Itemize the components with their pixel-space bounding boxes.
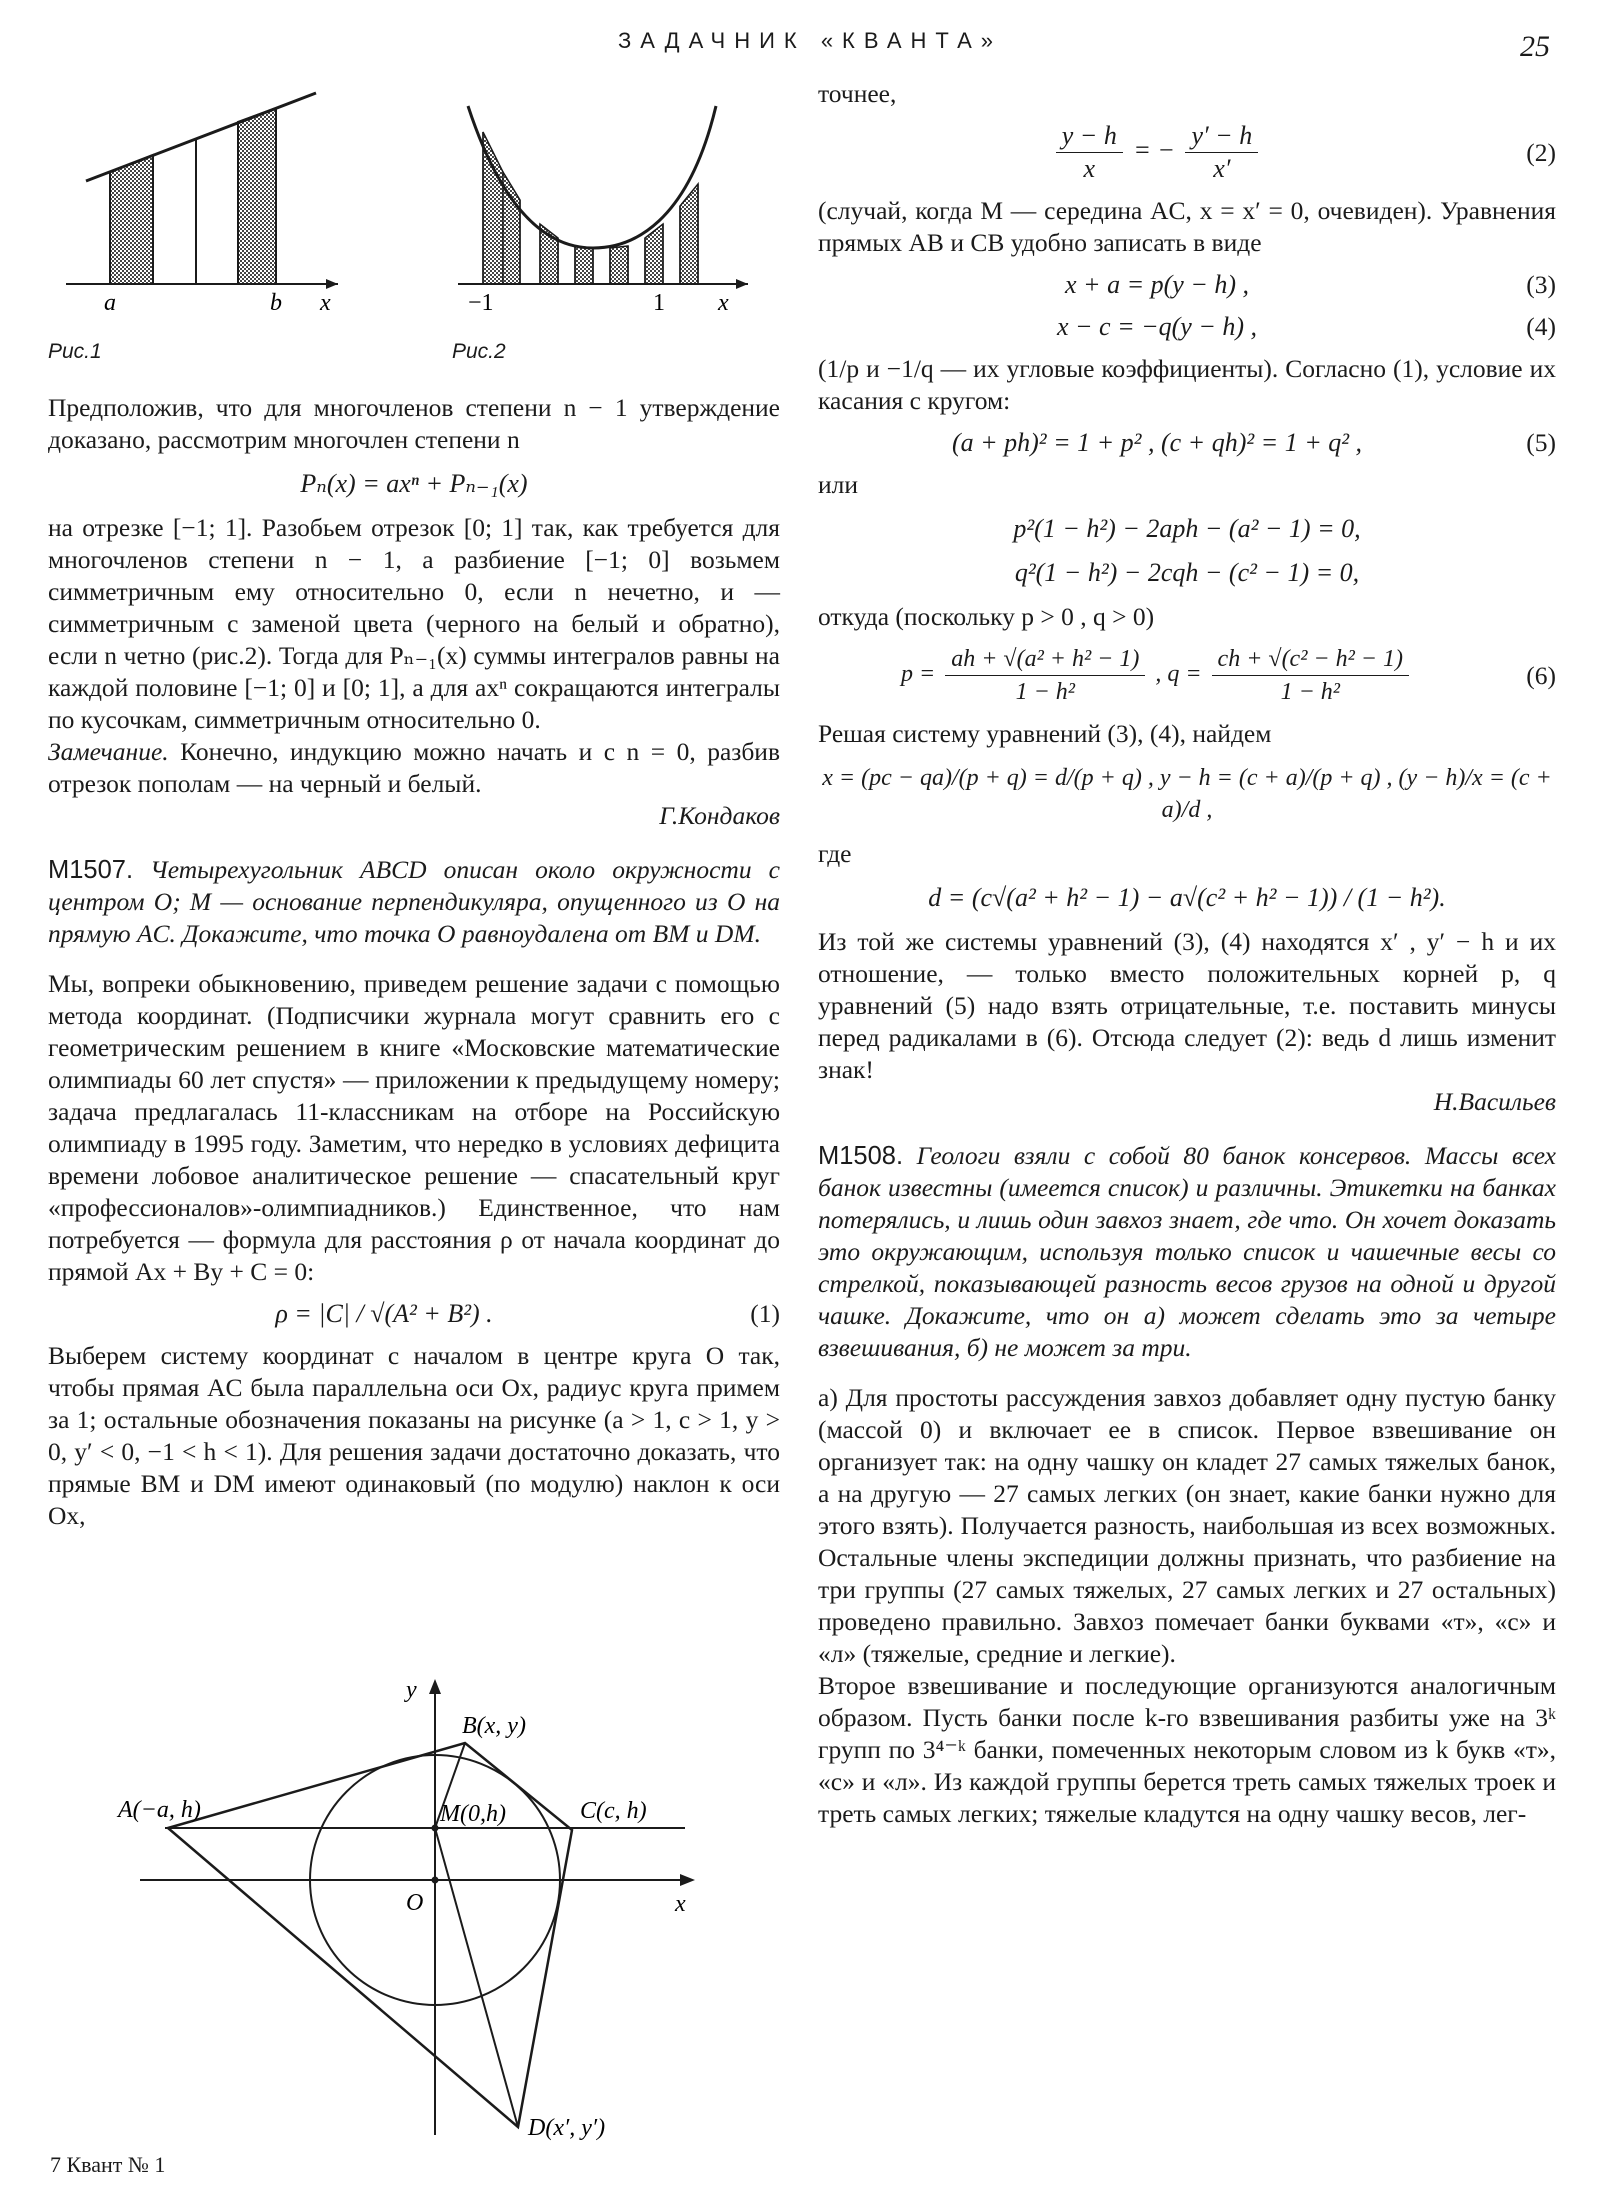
problem-m1508 — [818, 1140, 1556, 1364]
paragraph-remark — [48, 736, 780, 800]
formula-2-row — [818, 120, 1556, 185]
fig1-white-strips — [153, 122, 238, 284]
paragraph-same-system: Из той же системы уравнений (3), (4) находятся x′ , y′ − h и их отношение, — только вместо положительных корней p, q уравнений (5) надо взять отрицательные, т.е. поставить минусы перед радикалами в (6). Отсюда следует (2): ведь d лишь изменит знак! — [818, 927, 1556, 1084]
formula-2-right-fraction: $\frac{y' - h}{x'}$ — [1185, 120, 1258, 185]
fig1-function-line — [86, 93, 316, 181]
formula-2 — [818, 120, 1496, 185]
fig1-label-a: a — [104, 290, 116, 316]
fig2-shaded-strips — [483, 132, 698, 284]
figure-2-caption: Рис.2 — [452, 340, 506, 363]
fig3-y-arrow — [429, 1679, 441, 1694]
formula-d: d = (c√(a² + h² − 1) − a√(c² + h² − 1)) / (1 − h²). — [928, 883, 1446, 912]
formula-4-row — [818, 311, 1556, 343]
journal-section-title: ЗАДАЧНИК «КВАНТА» — [617, 28, 1002, 53]
fig1-x-arrow — [326, 279, 338, 289]
page-number: 25 — [1520, 30, 1550, 63]
formula-x-solution: x = (pc − qa)/(p + q) = d/(p + q) , y − h = (c + a)/(p + q) , (y − h)/x = (c + a)/d , — [822, 765, 1552, 823]
fig2-x-arrow — [736, 279, 748, 289]
formula-quadratic-p: p²(1 − h²) − 2aph − (a² − 1) = 0, — [1013, 514, 1361, 543]
formula-6: p = $\frac{\text{ah + √(a² + h² − 1)}}{\text{1 − h²}}$ , q = $\frac{\text{ch + √(c² − h² − 1)}}{\text{1 − h²}}$ — [818, 643, 1496, 708]
remark-text: Конечно, индукцию можно начать и с n = 0, разбив отрезок пополам — на черный и белый. — [48, 737, 780, 798]
page-footer: 7 Квант № 1 — [50, 2152, 166, 2177]
formula-rho: ρ = |C| / √(A² + B²) . — [275, 1299, 493, 1328]
formula-2-number: (2) — [1526, 137, 1556, 167]
fig3-label-d: D(x′, y′) — [528, 2115, 606, 2141]
left-column — [48, 392, 780, 1532]
fig1-label-x: x — [320, 290, 331, 316]
fig3-line-md — [435, 1828, 518, 2127]
fig1-shaded-strips — [110, 108, 276, 284]
fig3-label-m: M(0,h) — [440, 1801, 506, 1827]
paragraph-midpoint-case: (случай, когда M — середина AC, x = x′ = 0, очевиден). Уравнения прямых AB и CB удобно записать в виде — [818, 196, 1556, 257]
problem-m1507-number: М1507. — [48, 856, 134, 884]
formula-3-row — [818, 269, 1556, 301]
formula-5-number: (5) — [1526, 428, 1556, 457]
paragraph-second-weighing: Второе взвешивание и последующие организуются аналогичным образом. Пусть банки после k-го взвешивания разбиты уже на 3ᵏ групп по 3⁴⁻ᵏ банки, помеченных некоторым словом из k букв «т», «с» и «л». Из каждой группы берется треть самых тяжелых троек и треть самых легких; тяжелые кладутся на одну чашку весов, лег- — [818, 1671, 1556, 1828]
paragraph-coordinate-system: Выберем систему координат с началом в центре круга O так, чтобы прямая AC была параллельна оси Ox, радиус круга примем за 1; остальные обозначения показаны на рисунке (a > 1, c > 1, y > 0, y′ < 0, −1 < h < 1). Для решения задачи достаточно доказать, что прямые BM и DM имеют одинаковый (по модулю) наклон к оси Ox, — [48, 1341, 780, 1530]
fig3-label-y: y — [406, 1677, 417, 1703]
formula-rho-row — [48, 1298, 780, 1330]
figure-2 — [448, 48, 758, 318]
right-column — [818, 78, 1556, 1830]
fig3-label-b: B(x, y) — [462, 1713, 526, 1739]
figure-1 — [48, 48, 348, 318]
author-kondakov: Г.Кондаков — [659, 801, 780, 830]
paragraph-where: где — [818, 839, 852, 868]
problem-m1507 — [48, 854, 780, 950]
paragraph-first-weighing: а) Для простоты рассуждения завхоз добавляет одну пустую банку (массой 0) и включает ее в список. Первое взвешивание он организует так: на одну чашку он кладет 27 самых тяжелых банок, а на другую — 27 самых легких (он знает, какие банки нужно для этого взять). Получается разность, наибольшая из всех возможных. Остальные члены экспедиции должны признать, что разбиение на три группы (27 самых тяжелых, 27 самых легких и 27 остальных) проведено правильно. Завхоз помечает банки буквами «т», «с» и «л» (тяжелые, средние и легкие). — [818, 1383, 1556, 1668]
paragraph-tochnee: точнее, — [818, 79, 897, 108]
paragraph-segment: на отрезке [−1; 1]. Разобьем отрезок [0; 1] так, как требуется для многочленов степени n − 1, а разбиение [−1; 0] возьмем симметричным ему относительно 0, если n нечетно, и — симметричным с заменой цвета (черного на белый и обратно), если n четно (рис.2). Тогда для Pₙ₋₁(x) суммы интегралов равны на каждой половине [−1; 0] и [0; 1], а для axⁿ сокращаются интегралы по кусочкам, симметричным относительно 0. — [48, 513, 780, 734]
formula-rho-number: (1) — [750, 1299, 780, 1328]
fig3-point-m — [432, 1825, 439, 1832]
fig3-quadrilateral-abcd — [168, 1743, 572, 2127]
formula-6-number: (6) — [1526, 660, 1556, 690]
fig3-label-o: O — [406, 1890, 424, 1916]
remark-label: Замечание. — [48, 737, 169, 766]
problem-m1507-statement: Четырехугольник ABCD описан около окружности с центром O; M — основание перпендикуляра, опущенного из O на прямую AC. Докажите, что точка O равноудалена от BM и DM. — [48, 855, 780, 948]
paragraph-induction: Предположив, что для многочленов степени n − 1 утверждение доказано, рассмотрим многочлен степени n — [48, 393, 780, 454]
formula-3-number: (3) — [1526, 270, 1556, 299]
fig3-x-arrow — [680, 1874, 695, 1886]
figure-1-caption: Рис.1 — [48, 340, 102, 363]
fig3-label-x: x — [675, 1891, 686, 1917]
figure-3-quadrilateral — [100, 1665, 720, 2145]
fig3-point-o — [432, 1877, 439, 1884]
formula-6-q-fraction: $\frac{\text{ch + √(c² − h² − 1)}}{\text{1 − h²}}$ — [1212, 643, 1409, 708]
formula-4-number: (4) — [1526, 312, 1556, 341]
paragraph-or: или — [818, 470, 859, 499]
fig3-label-c: C(c, h) — [580, 1798, 647, 1824]
fig1-label-b: b — [270, 290, 282, 316]
fig2-label-1: 1 — [653, 290, 665, 316]
paragraph-whence: откуда (поскольку p > 0 , q > 0) — [818, 602, 1155, 631]
formula-4: x − c = −q(y − h) , — [1056, 312, 1258, 341]
formula-5-row — [818, 427, 1556, 459]
paragraph-solving: Решая систему уравнений (3), (4), найдем — [818, 719, 1272, 748]
author-vasiliev: Н.Васильев — [1433, 1087, 1556, 1116]
formula-5: (a + ph)² = 1 + p² , (c + qh)² = 1 + q² , — [951, 428, 1363, 457]
paragraph-tangency: (1/p и −1/q — их угловые коэффициенты). Согласно (1), условие их касания с кругом: — [818, 354, 1556, 415]
fig2-label-x: x — [718, 290, 729, 316]
formula-3: x + a = p(y − h) , — [1064, 270, 1250, 299]
fig3-label-a: A(−a, h) — [118, 1797, 201, 1823]
formula-2-equals: = − — [1133, 135, 1175, 165]
fig2-label-minus1: −1 — [468, 290, 494, 316]
paragraph-coordinates-method: Мы, вопреки обыкновению, приведем решение задачи с помощью метода координат. (Подписчики журнала могут сравнить его с геометрическим решением в книге «Московские математические олимпиады 60 лет спустя» — приложении к предыдущему номеру; задача предлагалась 11-классникам на отборе на Российскую олимпиаду в 1995 году. Заметим, что нередко в условиях дефицита времени лобовое аналитическое решение — спасательный круг «профессионалов»-олимпиадников.) Единственное, что нам потребуется — формула для расстояния ρ от начала координат до прямой Ax + By + C = 0: — [48, 969, 780, 1286]
problem-m1508-number: М1508. — [818, 1142, 904, 1170]
formula-6-row — [818, 643, 1556, 708]
formula-2-left-fraction: $\frac{y - h}{x}$ — [1056, 120, 1123, 185]
formula-quadratic-q: q²(1 − h²) − 2cqh − (c² − 1) = 0, — [1014, 558, 1360, 587]
problem-m1508-statement: Геологи взяли с собой 80 банок консервов. Массы всех банок известны (имеется список) и различны. Этикетки на банках потерялись, и лишь один завхоз знает, где что. Он хочет доказать это окружающим, используя только список и чашечные весы со стрелкой, показывающей разность весов грузов на одной и другой чашке. Докажите, что он а) может сделать это за четыре взвешивания, б) не может за три. — [818, 1141, 1556, 1362]
formula-pn: Pₙ(x) = axⁿ + Pₙ₋₁(x) — [300, 469, 528, 498]
formula-6-p-fraction: $\frac{\text{ah + √(a² + h² − 1)}}{\text{1 − h²}}$ — [945, 643, 1145, 708]
